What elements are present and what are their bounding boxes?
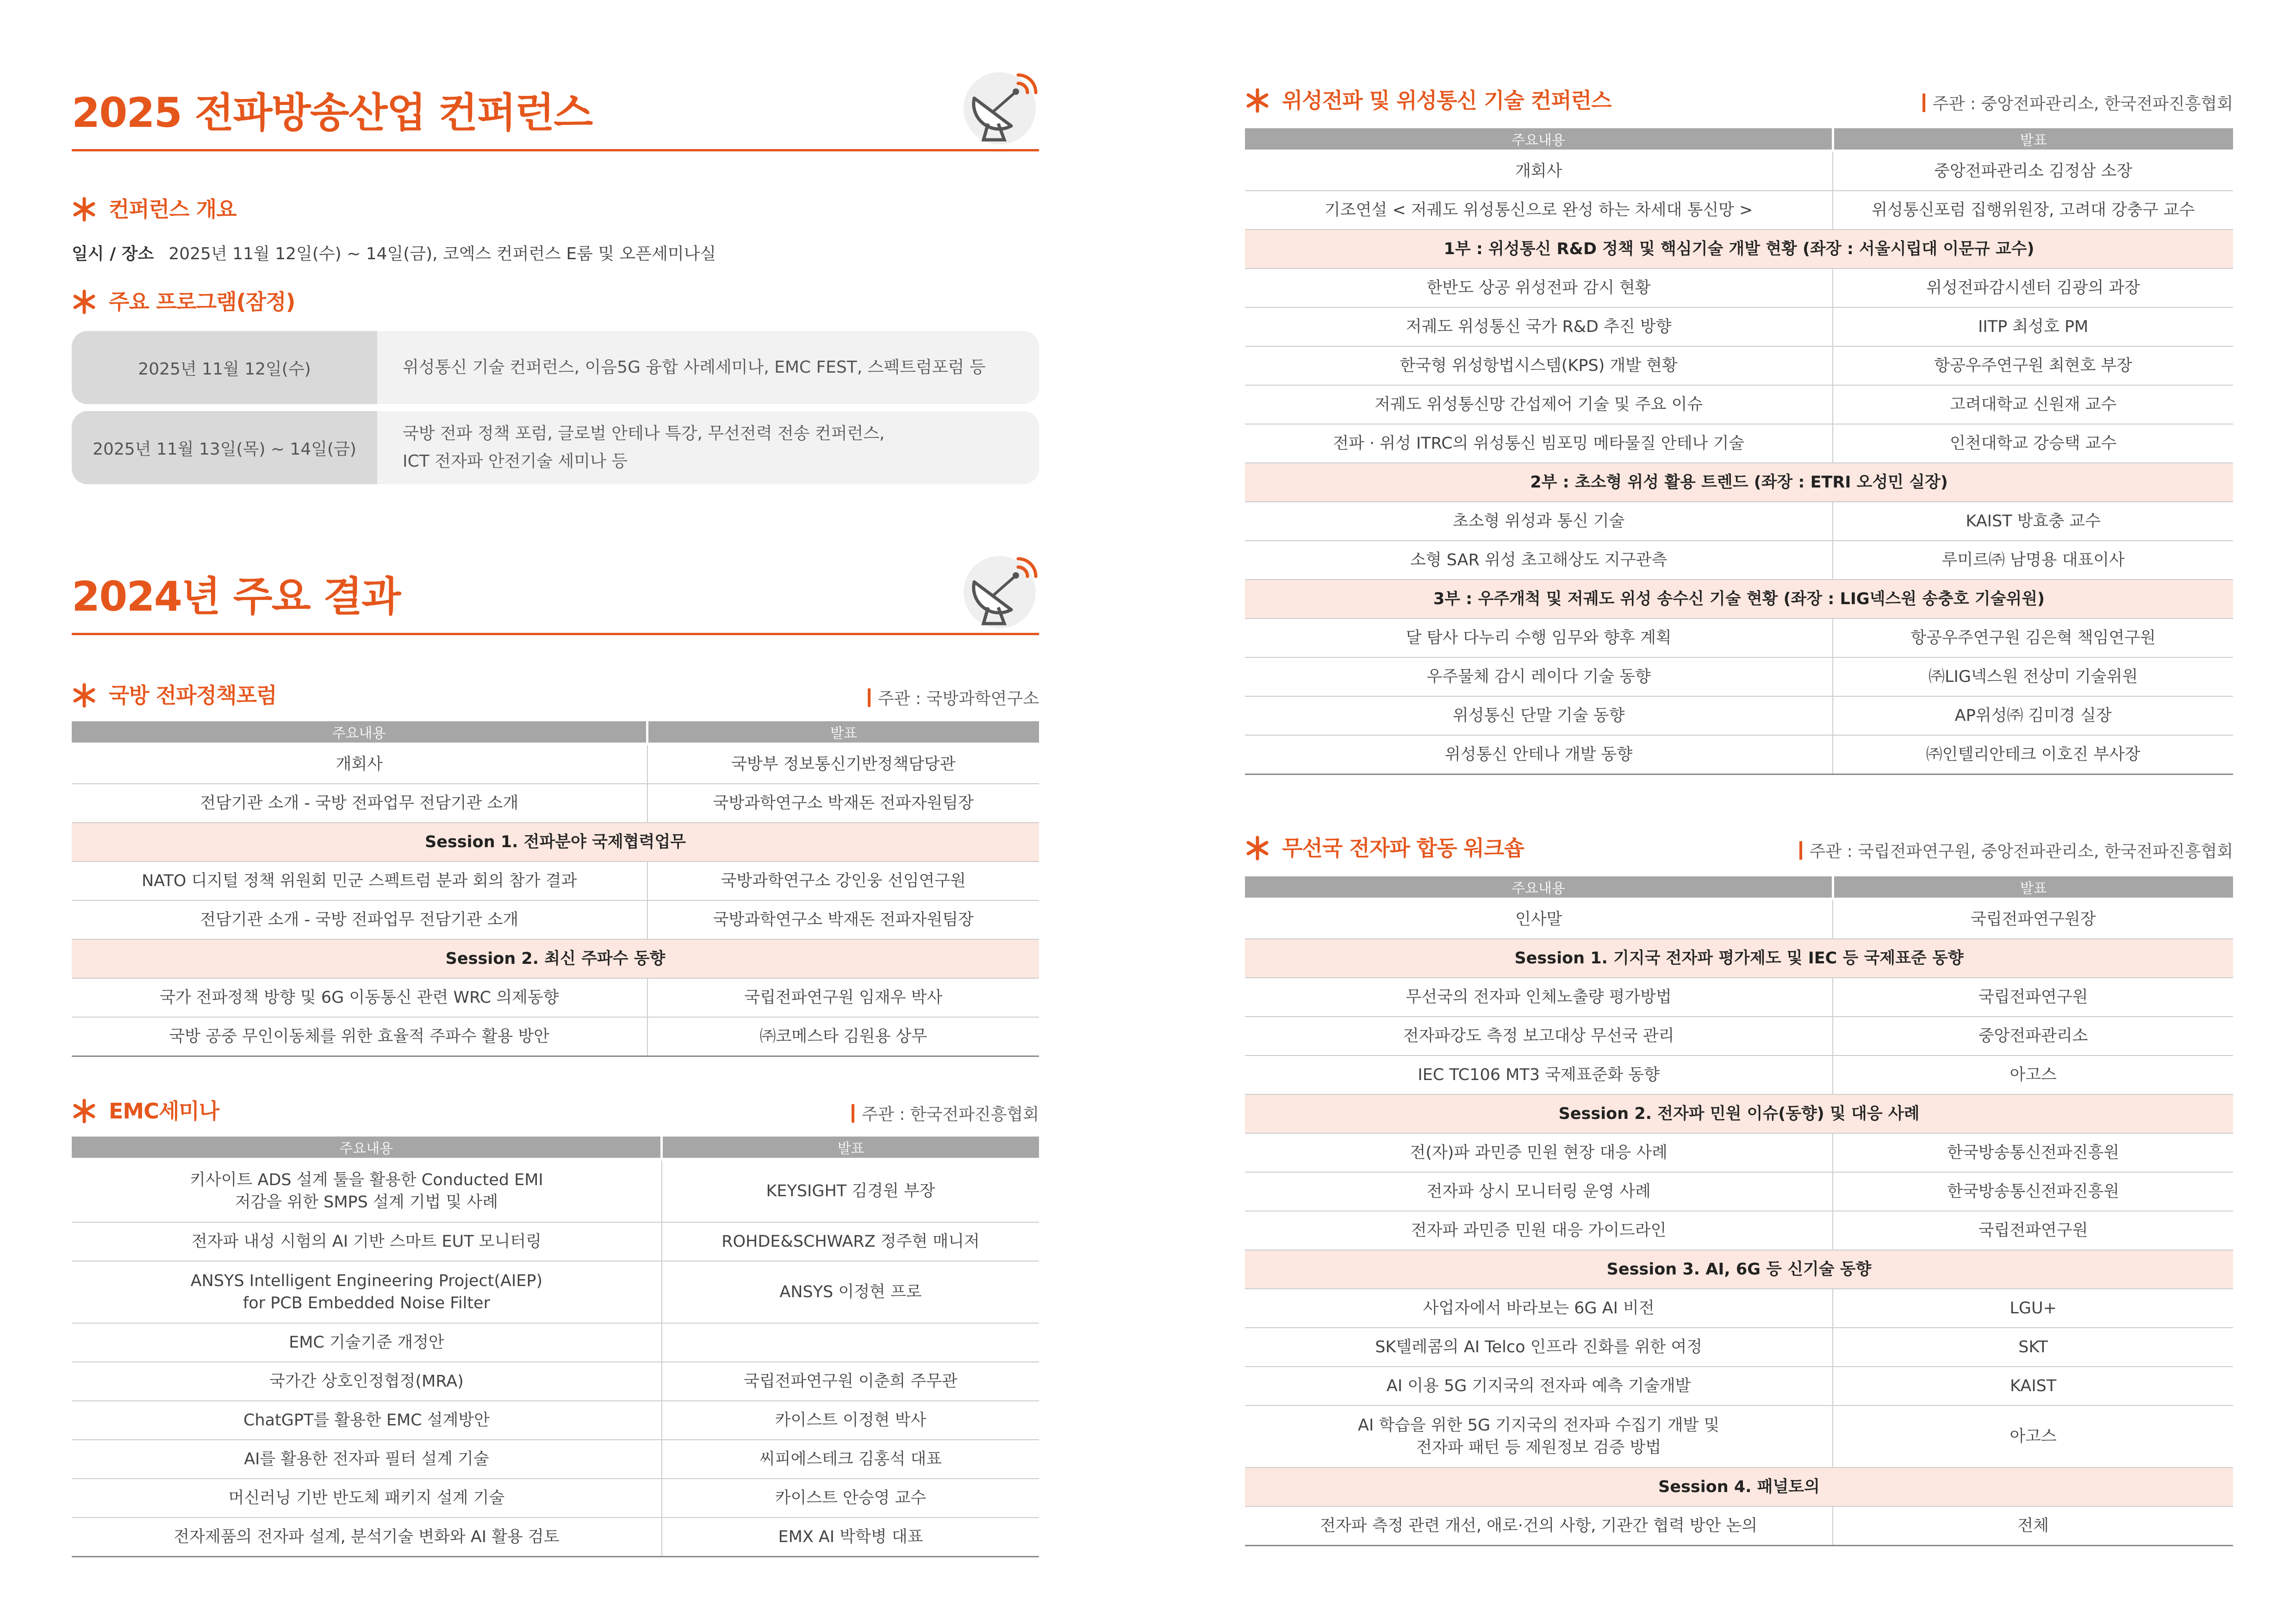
program-title: 주요 프로그램(잠정) [109, 289, 295, 314]
speaker-cell [662, 1323, 1039, 1362]
speaker-cell: 국방과학연구소 박재돈 전파자원팀장 [647, 900, 1039, 939]
speaker-cell: 씨피에스테크 김홍석 대표 [662, 1440, 1039, 1479]
session-title: Session 2. 최신 주파수 동향 [72, 939, 1039, 978]
table-row [72, 1518, 1039, 1557]
table-row [1245, 696, 2233, 735]
table-row [1245, 269, 2233, 307]
host-bar [1923, 94, 1925, 112]
overview-value: 2025년 11월 12일(수) ~ 14일(금), 코엑스 컨퍼런스 E룸 및 오픈세미나실 [168, 244, 716, 263]
overview-section [72, 197, 1039, 225]
speaker-cell: AP위성㈜ 김미경 실장 [1833, 696, 2233, 735]
table-row [72, 1323, 1039, 1362]
program-line: 국방 전파 정책 포럼, 글로벌 안테나 특강, 무선전력 전송 컨퍼런스, [403, 424, 885, 443]
host-bar [868, 688, 871, 707]
table-header: 발표 [1833, 876, 2233, 899]
speaker-cell: 국방과학연구소 강인웅 선임연구원 [647, 862, 1039, 900]
table-row [1245, 1506, 2233, 1546]
session-row [1245, 230, 2233, 269]
topic-cell: 국방 공중 무인이동체를 위한 효율적 주파수 활용 방안 [72, 1017, 647, 1056]
speaker-cell: 중앙전파관리소 김정삼 소장 [1833, 151, 2233, 191]
table-row [1245, 1289, 2233, 1328]
session-row [1245, 463, 2233, 502]
topic-cell: 전담기관 소개 - 국방 전파업무 전담기관 소개 [72, 900, 647, 939]
satellite-conference-section [1245, 88, 2233, 116]
session-title: Session 3. AI, 6G 등 신기술 동향 [1245, 1250, 2233, 1289]
table-row [72, 1401, 1039, 1440]
table-row [1245, 502, 2233, 541]
speaker-cell: 항공우주연구원 최현호 부장 [1833, 346, 2233, 385]
table-row [72, 1362, 1039, 1401]
program-text [403, 331, 986, 404]
topic-cell: SK텔레콤의 AI Telco 인프라 진화를 위한 여정 [1245, 1328, 1833, 1367]
table-row [72, 784, 1039, 823]
session-row [1245, 1094, 2233, 1133]
topic-cell: 개회사 [72, 744, 647, 784]
asterisk-icon [1245, 836, 1270, 861]
program-date: 2025년 11월 13일(목) ~ 14일(금) [72, 411, 377, 484]
table-row [72, 978, 1039, 1017]
table-row [1245, 1367, 2233, 1405]
table-row [1245, 1056, 2233, 1094]
speaker-cell: 국방과학연구소 박재돈 전파자원팀장 [647, 784, 1039, 823]
speaker-cell: ANSYS 이정현 프로 [662, 1261, 1039, 1323]
topic-cell: 달 탐사 다누리 수행 임무와 향후 계획 [1245, 618, 1833, 657]
speaker-cell: ㈜LIG넥스원 전상미 기술위원 [1833, 657, 2233, 696]
page-title-2024: 2024년 주요 결과 [72, 573, 400, 620]
speaker-cell: LGU+ [1833, 1289, 2233, 1328]
topic-cell: 전자파 측정 관련 개선, 애로·건의 사항, 기관간 협력 방안 논의 [1245, 1506, 1833, 1546]
host-text: 주관 : 중앙전파관리소, 한국전파진흥협회 [1932, 94, 2233, 113]
table-row [72, 1440, 1039, 1479]
speaker-cell: 중앙전파관리소 [1833, 1017, 2233, 1056]
table-header: 주요내용 [1245, 876, 1833, 899]
topic-cell: 개회사 [1245, 151, 1833, 191]
session-row [72, 939, 1039, 978]
table-header: 발표 [647, 721, 1039, 744]
speaker-cell: ㈜인텔리안테크 이호진 부사장 [1833, 735, 2233, 775]
defense-forum-host [868, 686, 1039, 709]
program-date: 2025년 11월 12일(수) [72, 331, 377, 404]
speaker-cell: 전체 [1833, 1506, 2233, 1546]
table-row [72, 1159, 1039, 1222]
session-title: 2부 : 초소형 위성 활용 트렌드 (좌장 : ETRI 오성민 실장) [1245, 463, 2233, 502]
topic-cell: 소형 SAR 위성 초고해상도 지구관측 [1245, 541, 1833, 580]
program-row-1 [72, 331, 1039, 404]
table-row [1245, 1405, 2233, 1468]
asterisk-icon [72, 1099, 97, 1124]
header-2025 [72, 69, 1039, 157]
satellite-conference-table [1245, 128, 2233, 775]
table-row [1245, 191, 2233, 230]
topic-cell: ANSYS Intelligent Engineering Project(AIEP) for PCB Embedded Noise Filter [72, 1261, 662, 1323]
topic-cell: 전파 · 위성 ITRC의 위성통신 빔포밍 메타물질 안테나 기술 [1245, 424, 1833, 463]
speaker-cell: KAIST [1833, 1367, 2233, 1405]
table-row [72, 1017, 1039, 1056]
topic-cell: 우주물체 감시 레이다 기술 동향 [1245, 657, 1833, 696]
speaker-cell: KAIST 방효충 교수 [1833, 502, 2233, 541]
session-title: Session 1. 기지국 전자파 평가제도 및 IEC 등 국제표준 동향 [1245, 939, 2233, 978]
speaker-cell: EMX AI 박학병 대표 [662, 1518, 1039, 1557]
session-title: Session 1. 전파분야 국제협력업무 [72, 823, 1039, 862]
table-row [72, 1261, 1039, 1323]
table-header: 주요내용 [72, 1137, 662, 1159]
speaker-cell: 항공우주연구원 김은혁 책임연구원 [1833, 618, 2233, 657]
topic-cell: 키사이트 ADS 설계 툴을 활용한 Conducted EMI 저감을 위한 SMPS 설계 기법 및 사례 [72, 1159, 662, 1222]
session-row [1245, 580, 2233, 618]
workshop-host [1799, 838, 2233, 862]
speaker-cell: 고려대학교 신원재 교수 [1833, 385, 2233, 424]
topic-cell: AI 이용 5G 기지국의 전자파 예측 기술개발 [1245, 1367, 1833, 1405]
program-line: 위성통신 기술 컨퍼런스, 이음5G 융합 사례세미나, EMC FEST, 스펙트럼포럼 등 [403, 358, 986, 377]
speaker-cell: 아고스 [1833, 1056, 2233, 1094]
topic-cell: 사업자에서 바라보는 6G AI 비전 [1245, 1289, 1833, 1328]
table-row [1245, 1328, 2233, 1367]
defense-forum-table [72, 721, 1039, 1057]
speaker-cell: 인천대학교 강승택 교수 [1833, 424, 2233, 463]
speaker-cell: SKT [1833, 1328, 2233, 1367]
speaker-cell: IITP 최성호 PM [1833, 307, 2233, 346]
session-title: 1부 : 위성통신 R&D 정책 및 핵심기술 개발 현황 (좌장 : 서울시립대 이문규 교수) [1245, 230, 2233, 269]
table-row [1245, 1172, 2233, 1211]
speaker-cell: KEYSIGHT 김경원 부장 [662, 1159, 1039, 1222]
speaker-cell: 국립전파연구원 임재우 박사 [647, 978, 1039, 1017]
satellite-conference-host [1923, 91, 2233, 114]
speaker-cell: 국립전파연구원 [1833, 1211, 2233, 1250]
table-row [1245, 978, 2233, 1017]
header-2024 [72, 553, 1039, 641]
host-bar [852, 1104, 854, 1123]
host-text: 주관 : 한국전파진흥협회 [862, 1105, 1039, 1124]
topic-cell: 저궤도 위성통신망 간섭제어 기술 및 주요 이슈 [1245, 385, 1833, 424]
topic-cell: 한반도 상공 위성전파 감시 현황 [1245, 269, 1833, 307]
speaker-cell: 카이스트 이정현 박사 [662, 1401, 1039, 1440]
speaker-cell: 위성전파감시센터 김광의 과장 [1833, 269, 2233, 307]
topic-cell: IEC TC106 MT3 국제표준화 동향 [1245, 1056, 1833, 1094]
topic-cell: 머신러닝 기반 반도체 패키지 설계 기술 [72, 1479, 662, 1518]
satellite-conference-title: 위성전파 및 위성통신 기술 컨퍼런스 [1282, 88, 1612, 113]
table-header: 발표 [1833, 128, 2233, 151]
table-header: 주요내용 [1245, 128, 1833, 151]
table-row [72, 1222, 1039, 1261]
topic-cell: 기조연설 < 저궤도 위성통신으로 완성 하는 차세대 통신망 > [1245, 191, 1833, 230]
table-row [72, 900, 1039, 939]
topic-cell: 무선국의 전자파 인체노출량 평가방법 [1245, 978, 1833, 1017]
table-row [1245, 618, 2233, 657]
topic-cell: 인사말 [1245, 899, 1833, 939]
overview-title: 컨퍼런스 개요 [109, 197, 236, 222]
page-title-2025: 2025 전파방송산업 컨퍼런스 [72, 89, 592, 137]
program-text [403, 411, 885, 484]
table-row [72, 862, 1039, 900]
topic-cell: 전자파강도 측정 보고대상 무선국 관리 [1245, 1017, 1833, 1056]
table-row [1245, 541, 2233, 580]
session-row [72, 823, 1039, 862]
table-row [1245, 657, 2233, 696]
topic-cell: 위성통신 단말 기술 동향 [1245, 696, 1833, 735]
table-row [1245, 385, 2233, 424]
table-row [72, 1479, 1039, 1518]
workshop-section [1245, 836, 2233, 863]
topic-cell: 국가간 상호인정협정(MRA) [72, 1362, 662, 1401]
emc-seminar-table [72, 1137, 1039, 1557]
session-title: Session 2. 전자파 민원 이슈(동향) 및 대응 사례 [1245, 1094, 2233, 1133]
session-title: 3부 : 우주개척 및 저궤도 위성 송수신 기술 현황 (좌장 : LIG넥스원 송충호 기술위원) [1245, 580, 2233, 618]
session-title: Session 4. 패널토의 [1245, 1468, 2233, 1506]
title-rule [72, 633, 1039, 635]
asterisk-icon [72, 197, 97, 222]
table-row [1245, 1133, 2233, 1172]
table-row [1245, 899, 2233, 939]
table-row [1245, 307, 2233, 346]
table-header: 발표 [662, 1137, 1039, 1159]
table-row [1245, 1017, 2233, 1056]
topic-cell: 전자파 상시 모니터링 운영 사례 [1245, 1172, 1833, 1211]
host-text: 주관 : 국립전파연구원, 중앙전파관리소, 한국전파진흥협회 [1809, 842, 2233, 861]
satellite-dish-icon [960, 550, 1039, 635]
table-row [1245, 735, 2233, 775]
host-bar [1799, 841, 1802, 860]
program-row-2 [72, 411, 1039, 484]
table-row [1245, 1211, 2233, 1250]
speaker-cell: 위성통신포럼 집행위원장, 고려대 강충구 교수 [1833, 191, 2233, 230]
asterisk-icon [72, 683, 97, 708]
overview-info [72, 241, 716, 264]
speaker-cell: 카이스트 안승영 교수 [662, 1479, 1039, 1518]
speaker-cell: 국방부 정보통신기반정책담당관 [647, 744, 1039, 784]
table-row [1245, 424, 2233, 463]
topic-cell: ChatGPT를 활용한 EMC 설계방안 [72, 1401, 662, 1440]
speaker-cell: ㈜코메스타 김원용 상무 [647, 1017, 1039, 1056]
speaker-cell: 루미르㈜ 남명용 대표이사 [1833, 541, 2233, 580]
session-row [1245, 1468, 2233, 1506]
satellite-dish-icon [960, 66, 1039, 151]
defense-forum-section [72, 683, 1039, 711]
speaker-cell: 한국방송통신전파진흥원 [1833, 1172, 2233, 1211]
title-rule [72, 149, 1039, 151]
topic-cell: NATO 디지털 정책 위원회 민군 스펙트럼 분과 회의 참가 결과 [72, 862, 647, 900]
topic-cell: AI를 활용한 전자파 필터 설계 기술 [72, 1440, 662, 1479]
topic-cell: AI 학습을 위한 5G 기지국의 전자파 수집기 개발 및 전자파 패턴 등 제원정보 검증 방법 [1245, 1405, 1833, 1468]
program-line: ICT 전자파 안전기술 세미나 등 [403, 452, 628, 471]
host-text: 주관 : 국방과학연구소 [878, 689, 1039, 708]
defense-forum-title: 국방 전파정책포럼 [109, 683, 277, 708]
table-row [1245, 151, 2233, 191]
table-row [1245, 346, 2233, 385]
topic-cell: 한국형 위성항법시스템(KPS) 개발 현황 [1245, 346, 1833, 385]
session-row [1245, 1250, 2233, 1289]
emc-seminar-host [852, 1101, 1039, 1125]
speaker-cell: 국립전파연구원 [1833, 978, 2233, 1017]
topic-cell: 초소형 위성과 통신 기술 [1245, 502, 1833, 541]
asterisk-icon [72, 289, 97, 314]
workshop-table [1245, 876, 2233, 1546]
speaker-cell: 국립전파연구원 이춘희 주무관 [662, 1362, 1039, 1401]
topic-cell: 전자제품의 전자파 설계, 분석기술 변화와 AI 활용 검토 [72, 1518, 662, 1557]
speaker-cell: 국립전파연구원장 [1833, 899, 2233, 939]
overview-label: 일시 / 장소 [72, 244, 154, 263]
topic-cell: 위성통신 안테나 개발 동향 [1245, 735, 1833, 775]
topic-cell: 저궤도 위성통신 국가 R&D 추진 방향 [1245, 307, 1833, 346]
topic-cell: 국가 전파정책 방향 및 6G 이동통신 관련 WRC 의제동향 [72, 978, 647, 1017]
topic-cell: EMC 기술기준 개정안 [72, 1323, 662, 1362]
topic-cell: 전담기관 소개 - 국방 전파업무 전담기관 소개 [72, 784, 647, 823]
emc-seminar-title: EMC세미나 [109, 1099, 219, 1124]
emc-seminar-section [72, 1099, 1039, 1126]
topic-cell: 전자파 과민증 민원 대응 가이드라인 [1245, 1211, 1833, 1250]
speaker-cell: 한국방송통신전파진흥원 [1833, 1133, 2233, 1172]
topic-cell: 전자파 내성 시험의 AI 기반 스마트 EUT 모니터링 [72, 1222, 662, 1261]
speaker-cell: ROHDE&SCHWARZ 정주현 매니저 [662, 1222, 1039, 1261]
asterisk-icon [1245, 88, 1270, 113]
speaker-cell: 아고스 [1833, 1405, 2233, 1468]
topic-cell: 전(자)파 과민증 민원 현장 대응 사례 [1245, 1133, 1833, 1172]
workshop-title: 무선국 전자파 합동 워크숍 [1282, 836, 1524, 861]
table-header: 주요내용 [72, 721, 647, 744]
session-row [1245, 939, 2233, 978]
table-row [72, 744, 1039, 784]
program-section [72, 289, 1039, 317]
